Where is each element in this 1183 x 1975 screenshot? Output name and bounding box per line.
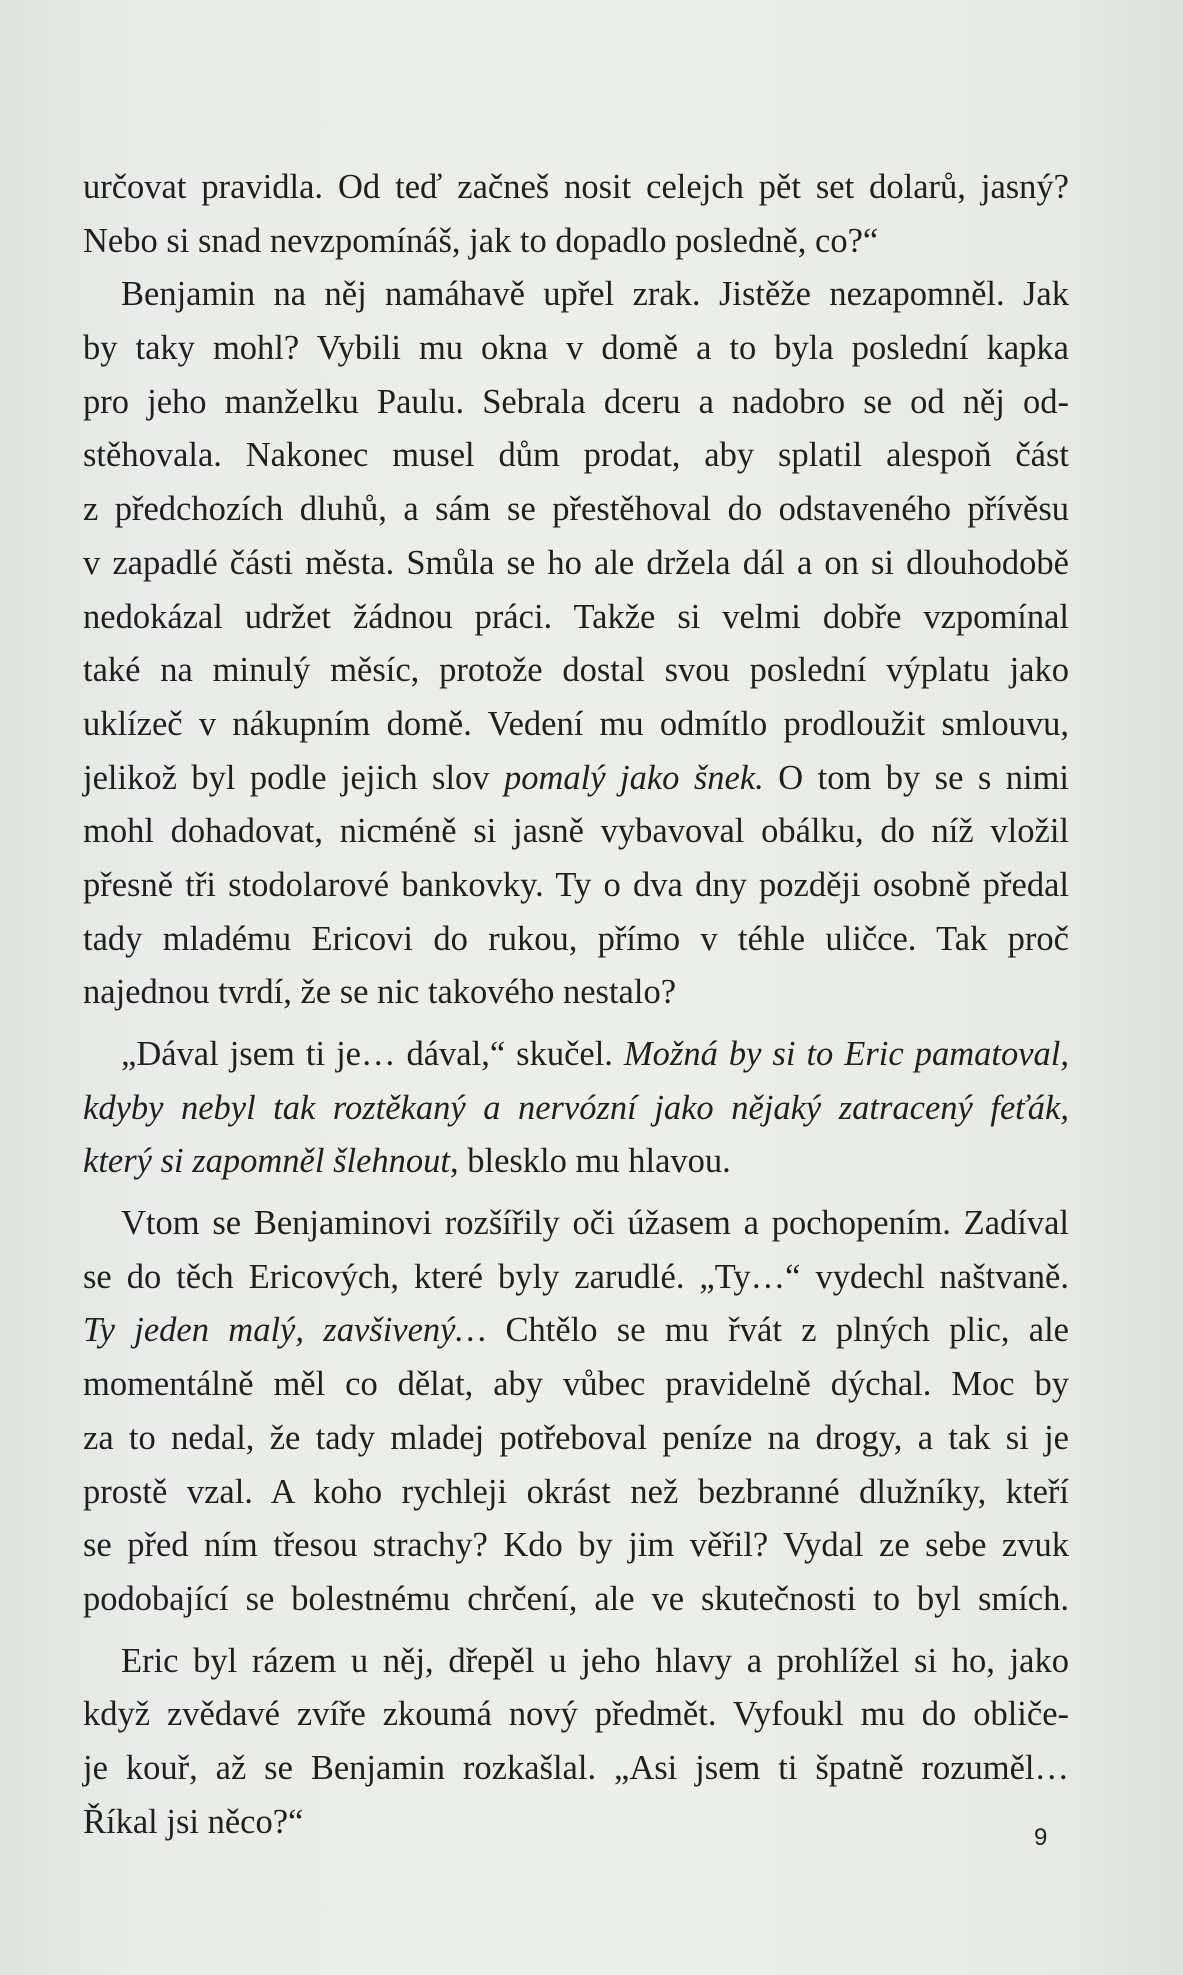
text-line (83, 1304, 1069, 1358)
paragraph-start-line (83, 1028, 1069, 1082)
text-line: podobající se bolestnému chrčení, ale ve skutečnosti to byl smích. (83, 1579, 1069, 1618)
text-run: O tom by se s nimi (763, 758, 1069, 797)
italic-text-run: Ty jeden malý, zavšivený… (83, 1311, 487, 1350)
text-line: z předchozích dluhů, a sám se přestěhoval do odstaveného přívěsu (83, 490, 1069, 529)
text-line (83, 1082, 1069, 1136)
text-line: pro jeho manželku Paulu. Sebrala dceru a nadobro se od něj od- (83, 382, 1069, 421)
italic-text-run: který si zapomněl šlehnout (83, 1142, 450, 1181)
text-line: stěhovala. Nakonec musel dům prodat, aby splatil alespoň část (83, 436, 1069, 475)
italic-text-run: pomalý jako šnek. (504, 758, 764, 797)
text-line: určovat pravidla. Od teď začneš nosit celejch pět set dolarů, jasný? (83, 168, 1069, 206)
text-run: „Dával jsem ti je… dával,“ skučel. (121, 1035, 624, 1073)
text-line: Nebo si snad nevzpomínáš, jak to dopadlo posledně, co?“ (83, 221, 879, 260)
text-line: se do těch Ericových, které byly zarudlé. „Ty…“ vydechl naštvaně. (83, 1257, 1069, 1296)
text-line: v zapadlé části města. Smůla se ho ale držela dál a on si dlouhodobě (83, 543, 1069, 582)
text-run: jelikož byl podle jejich slov (83, 758, 504, 797)
text-run: Chtělo se mu řvát z plných plic, ale (486, 1311, 1069, 1350)
italic-text-run: Možná by si to Eric pamatoval, (623, 1035, 1069, 1073)
text-line: momentálně měl co dělat, aby vůbec pravidelně dýchal. Moc by (83, 1365, 1069, 1404)
text-line: najednou tvrdí, že se nic takového nestalo? (83, 973, 677, 1012)
text-line: se před ním třesou strachy? Kdo by jim věřil? Vydal ze sebe zvuk (83, 1526, 1069, 1565)
text-line: je kouř, až se Benjamin rozkašlal. „Asi jsem ti špatně rozuměl… (83, 1748, 1069, 1787)
body-text (83, 161, 1069, 1849)
text-line: přesně tři stodolarové bankovky. Ty o dva dny později osobně předal (83, 865, 1069, 904)
text-line: také na minulý měsíc, protože dostal svou poslední výplatu jako (83, 651, 1069, 690)
text-line: nedokázal udržet žádnou práci. Takže si velmi dobře vzpomínal (83, 597, 1069, 636)
text-line: prostě vzal. A koho rychleji okrást než bezbranné dlužníky, kteří (83, 1472, 1069, 1511)
text-line: Říkal jsi něco?“ (83, 1802, 304, 1841)
paragraph-start-line: Eric byl rázem u něj, dřepěl u jeho hlavy a prohlížel si ho, jako (121, 1641, 1069, 1680)
italic-text-run: kdyby nebyl tak roztěkaný a nervózní jako nějaký zatracený feťák, (83, 1088, 1069, 1127)
text-line: za to nedal, že tady mladej potřeboval peníze na drogy, a tak si je (83, 1418, 1069, 1457)
paragraph-start-line: Benjamin na něj namáhavě upřel zrak. Jistěže nezapomněl. Jak (121, 275, 1069, 314)
text-line: tady mladému Ericovi do rukou, přímo v téhle uličce. Tak proč (83, 919, 1069, 958)
text-line: by taky mohl? Vybili mu okna v domě a to byla poslední kapka (83, 329, 1069, 368)
text-line (83, 1135, 1069, 1189)
text-line: mohl dohadovat, nicméně si jasně vybavoval obálku, do níž vložil (83, 812, 1069, 851)
page-number: 9 (1034, 1824, 1048, 1851)
text-run: , blesklo mu hlavou. (449, 1142, 731, 1181)
text-line: když zvědavé zvíře zkoumá nový předmět. Vyfoukl mu do obliče- (83, 1695, 1069, 1734)
paragraph-start-line: Vtom se Benjaminovi rozšířily oči úžasem a pochopením. Zadíval (121, 1204, 1069, 1243)
text-line: uklízeč v nákupním domě. Vedení mu odmítlo prodloužit smlouvu, (83, 704, 1069, 743)
text-line (83, 752, 1069, 806)
